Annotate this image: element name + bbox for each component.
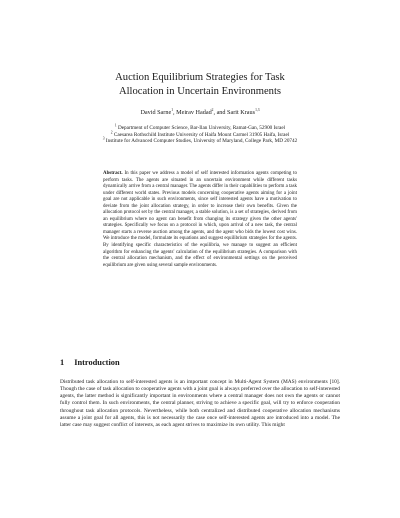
title-line-1: Auction Equilibrium Strategies for Task (115, 72, 285, 83)
author-name: Sarit Kraus (227, 109, 256, 116)
author-affiliation-mark: 2 (211, 107, 214, 112)
paper-title (80, 71, 320, 99)
section-number: 1 (60, 358, 65, 367)
affiliation (60, 125, 340, 132)
body-paragraph: Distributed task allocation to self-interested agents is an important concept in Multi-Agent System (MAS) environments [10]. Though the case of task allocation to cooperative agents with a joint goal is always preferred over the allocation to self-interested agents, the latter method is significantly important in environments where a central manager does not own the agents or cannot fully control them. In such environments, the central planner, striving to achieve a specific goal, will try to enforce cooperation throughout task allocation protocols. Nevertheless, while both centralized and distributed cooperative allocation mechanisms assume a joint goal for all agents, this is not necessarily the case once self-interested agents are introduced into a model. The latter case may suggest conflict of interests, as each agent strives to maximize its own utility. This might (60, 379, 340, 428)
section-heading (60, 358, 120, 367)
author-separator: , (173, 109, 177, 116)
affiliation-list (60, 125, 340, 145)
affiliation-mark: 3 (102, 136, 105, 141)
affiliation-mark: 2 (110, 129, 113, 134)
author-affiliation-mark: 1,3 (255, 107, 260, 112)
affiliation-mark: 1 (114, 123, 117, 128)
abstract (103, 171, 297, 269)
author-separator: , and (213, 109, 228, 116)
author-name: Meirav Hadad (176, 109, 212, 116)
author-affiliation-mark: 1 (171, 107, 173, 112)
author-name: David Sarne (140, 109, 172, 116)
section-title: Introduction (74, 358, 120, 367)
title-line-2: Allocation in Uncertain Environments (118, 86, 282, 97)
affiliation (60, 138, 340, 145)
affiliation-text: Institute for Advanced Computer Studies, University of Maryland, College Park, MD 20742 (105, 138, 298, 145)
author-list (40, 109, 360, 117)
affiliation-text: Department of Computer Science, Bar-Ilan University, Ramat-Gan, 52900 Israel (118, 125, 286, 131)
abstract-text: In this paper we address a model of self interested information agents competing to perform tasks. The agents are situated in an uncertain environment while different tasks dynamically arrive from a central manager. The agents differ in their capabilities to perform a task under different world states. Previous models concerning cooperative agents aiming for a joint goal are not applicable in such environments, since self interested agents have a motivation to deviate from the joint allocation strategy, in order to increase their own benefits. Given the allocation protocol set by the central manager, a stable solution, is a set of strategies, derived from an equilibrium where no agent can benefit from changing its strategy given the other agents' strategies. Specifically we focus on a protocol in which, upon arrival of a new task, the central manager starts a reverse auction among the agents, and the agent who bids the lowest cost wins. We introduce the model, formulate its equations and suggest equilibrium strategies for the agents. By identifying specific characteristics of the equilibria, we manage to suggest an efficient algorithm for enhancing the agents' calculation of the equilibrium strategies. A comparison with the central allocation mechanism, and the effect of environmental settings on the perceived equilibrium are given using several sample environments. (103, 171, 297, 268)
affiliation-text: Caesarea Rothschild Institute University of Haifa Mount Carmel 31905 Haifa, Israel (113, 131, 290, 138)
abstract-label: Abstract. (103, 171, 123, 176)
